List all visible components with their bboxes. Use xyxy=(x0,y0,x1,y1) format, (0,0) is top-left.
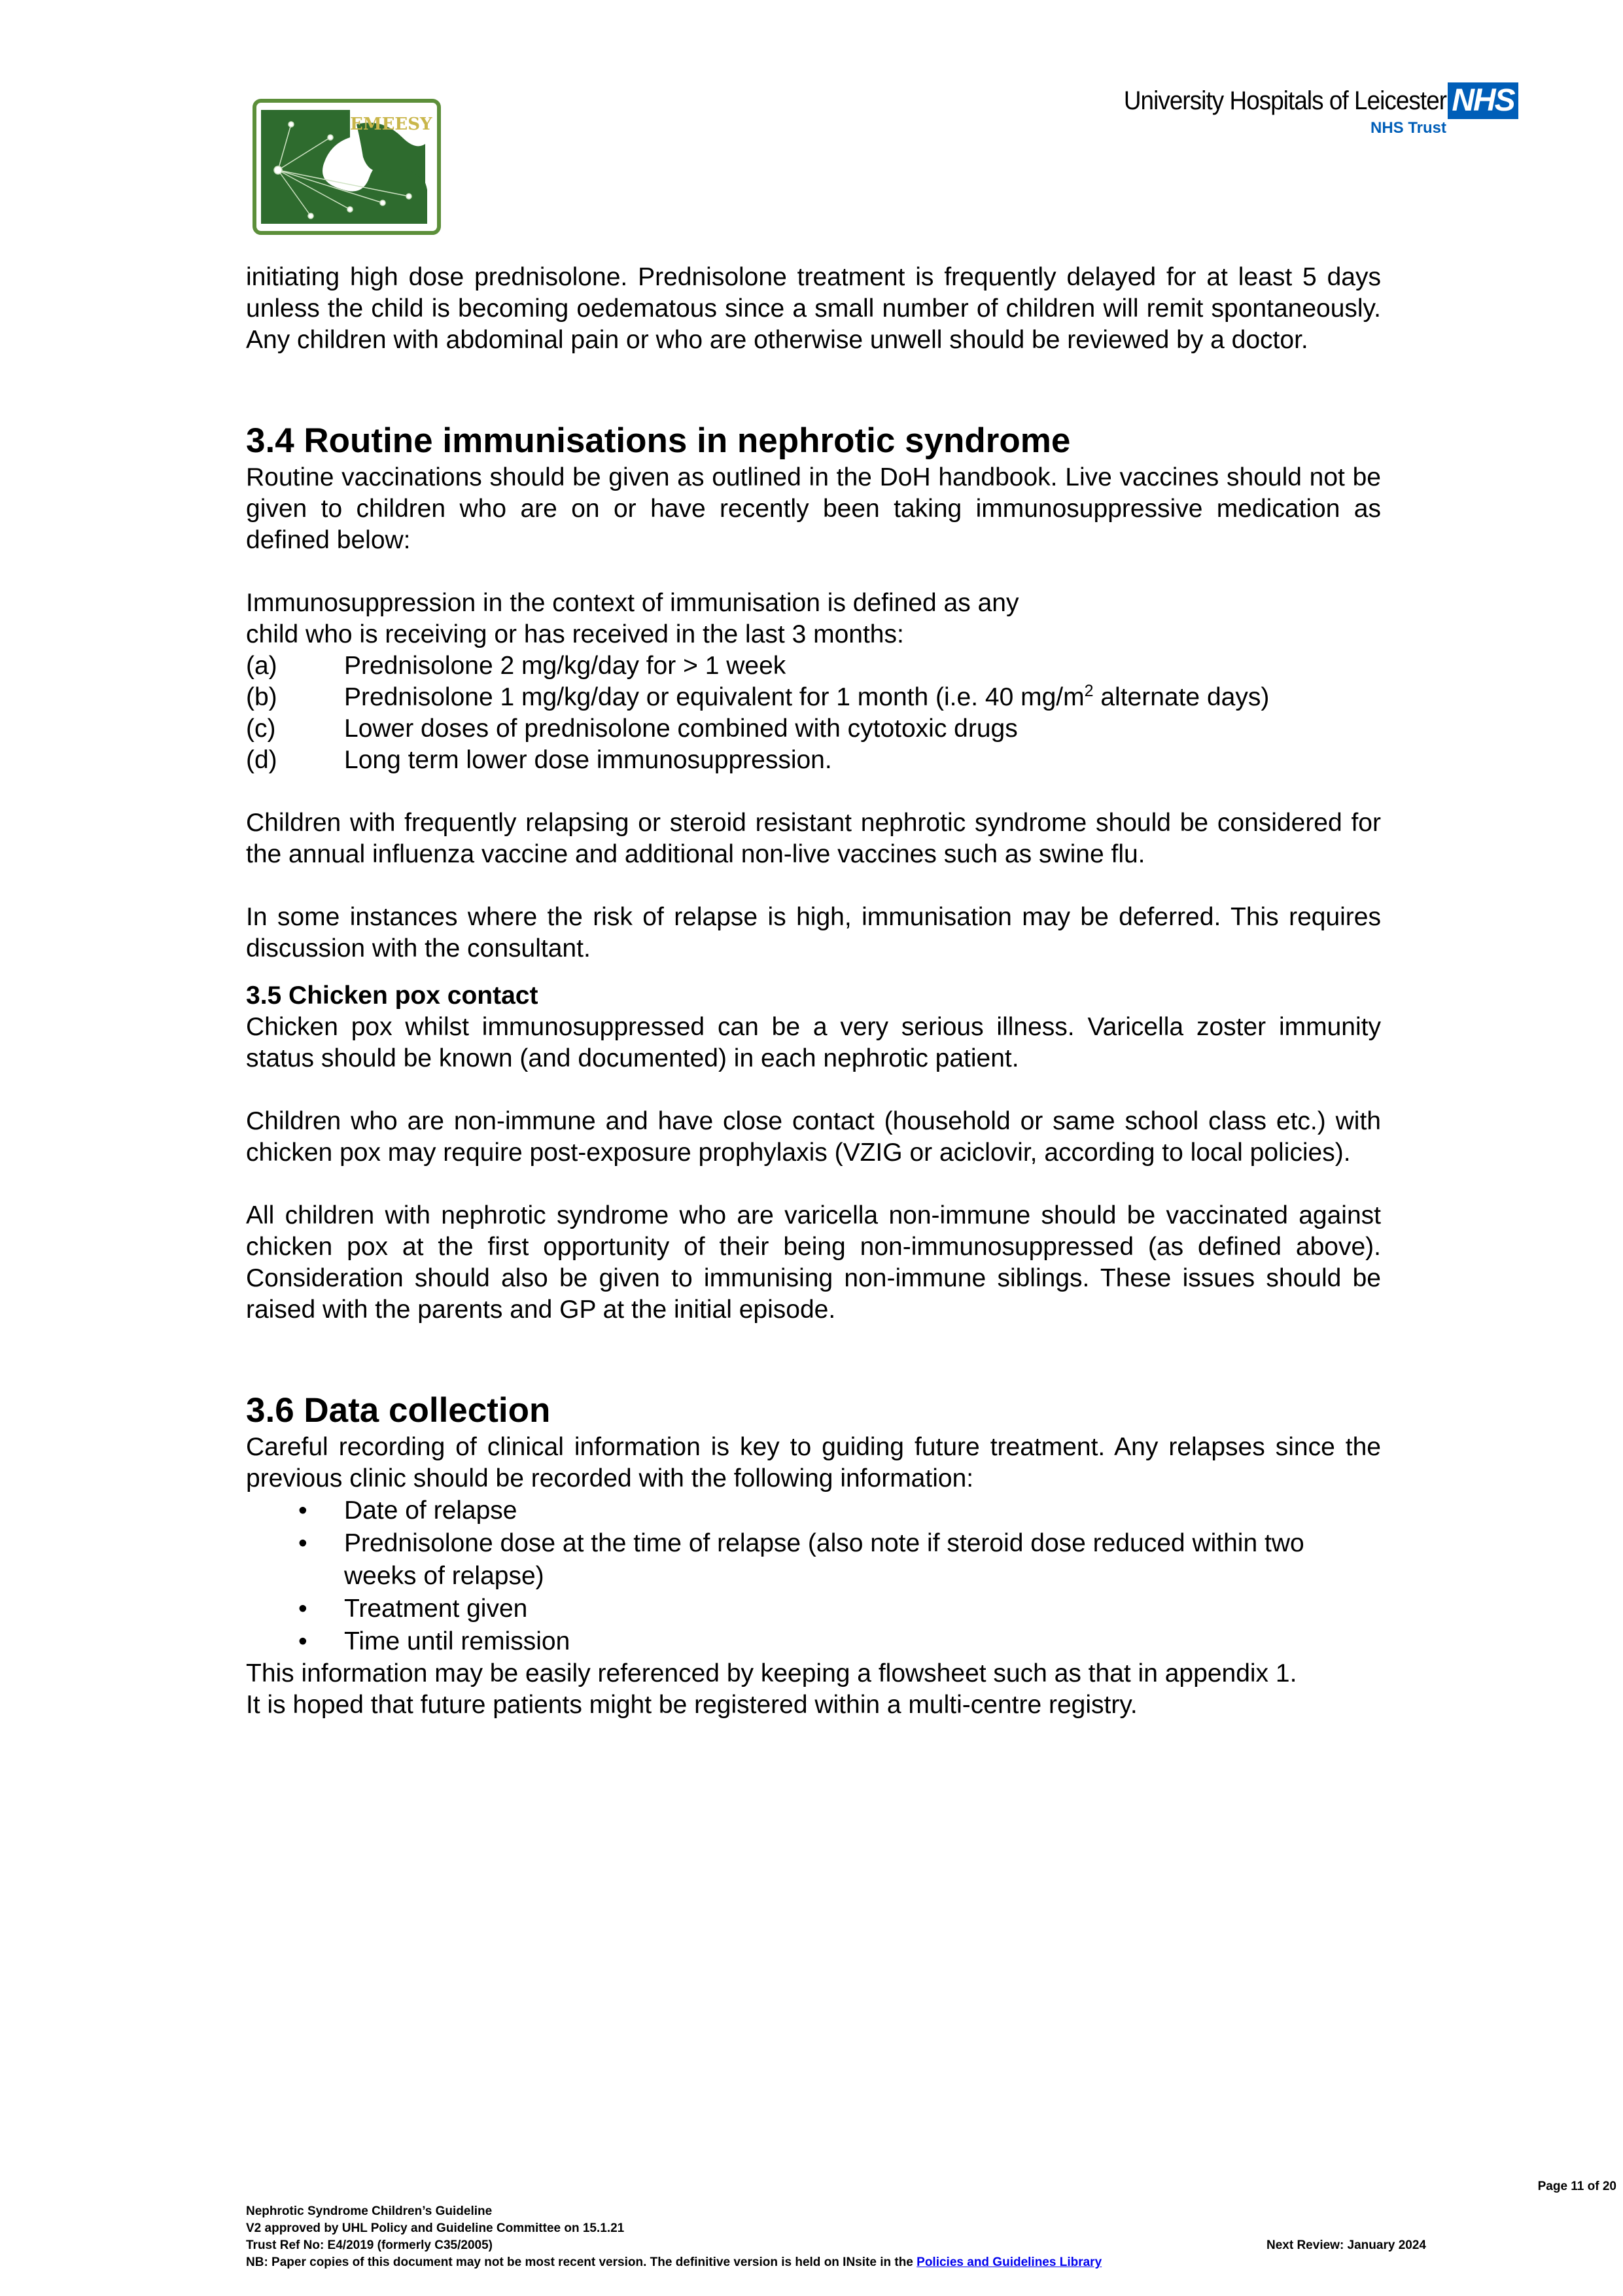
bullet-icon: • xyxy=(298,1595,307,1623)
nhs-trust-header xyxy=(1021,81,1518,147)
s35-paragraph-1: Chicken pox whilst immunosuppressed can be a very serious illness. Varicella zoster immunity status should be known (and documented) in each nephrotic patient. xyxy=(246,1013,1381,1072)
list-item xyxy=(246,1625,1381,1658)
nhs-logo-badge: NHS xyxy=(1448,82,1518,119)
list-item xyxy=(246,1593,1381,1625)
s34-paragraph-2: Children with frequently relapsing or steroid resistant nephrotic syndrome should be considered for the annual influenza vaccine and additional non-live vaccines such as swine flu. xyxy=(246,809,1381,868)
trust-name: University Hospitals of Leicester xyxy=(1123,86,1446,115)
policies-library-link[interactable]: Policies and Guidelines Library xyxy=(916,2255,1102,2269)
definition-item-d xyxy=(246,745,1381,776)
item-label: (a) xyxy=(246,652,277,680)
footer-line-1: Nephrotic Syndrome Children’s Guideline xyxy=(246,2204,493,2218)
item-text-part: alternate days) xyxy=(1093,683,1270,711)
section-3-6-heading: 3.6 Data collection xyxy=(246,1391,551,1430)
list-item xyxy=(246,1494,1381,1527)
emeesy-logo-graphic xyxy=(252,98,442,236)
item-text: Lower doses of prednisolone combined with cytotoxic drugs xyxy=(344,715,1018,743)
item-text: Prednisolone 2 mg/kg/day for > 1 week xyxy=(344,652,786,680)
trust-ref: Trust Ref No: E4/2019 (formerly C35/2005) xyxy=(246,2238,493,2252)
document-footer xyxy=(246,2203,1463,2271)
intro-paragraph: initiating high dose prednisolone. Prednisolone treatment is frequently delayed for at least 5 days unless the child is becoming oedematous since a small number of children will remit spontaneously. Any children with abdominal pain or who are otherwise unwell should be reviewed by a doctor. xyxy=(246,263,1381,354)
item-text xyxy=(344,682,1269,713)
footer-disclaimer: NB: Paper copies of this document may not be most recent version. The definitive version is held on INsite in the xyxy=(246,2255,917,2269)
section-3-5-heading: 3.5 Chicken pox contact xyxy=(246,981,538,1010)
list-item-text: Prednisolone dose at the time of relapse (also note if steroid dose reduced within two weeks of relapse) xyxy=(344,1529,1304,1590)
item-text: Long term lower dose immunosuppression. xyxy=(344,746,832,774)
s35-paragraph-3: All children with nephrotic syndrome who are varicella non-immune should be vaccinated against chicken pox at the first opportunity of their being non-immunosuppressed (as defined above). Consideration should also be given to immunising non-immune siblings. These issues should be raised with the parents and GP at the initial episode. xyxy=(246,1201,1381,1324)
bullet-icon: • xyxy=(298,1496,307,1525)
bullet-icon: • xyxy=(298,1627,307,1655)
next-review: Next Review: January 2024 xyxy=(1266,2238,1426,2252)
footer-line-4 xyxy=(246,2254,1463,2271)
superscript: 2 xyxy=(1084,682,1094,700)
document-body xyxy=(246,262,1381,1721)
s36-paragraph-1: Careful recording of clinical information is key to guiding future treatment. Any relapses since the previous clinic should be recorded with the following information: xyxy=(246,1433,1381,1492)
definition-item-a xyxy=(246,650,1381,682)
s36-paragraph-2-line-2: It is hoped that future patients might be registered within a multi-centre registry. xyxy=(246,1691,1138,1719)
item-label: (b) xyxy=(246,683,277,711)
definition-item-b xyxy=(246,682,1381,713)
item-label: (c) xyxy=(246,715,276,743)
emeesy-logo-text: EMEESY xyxy=(350,115,432,134)
list-item-text: Treatment given xyxy=(344,1595,528,1623)
list-item xyxy=(246,1527,1381,1593)
s34-paragraph-3: In some instances where the risk of relapse is high, immunisation may be deferred. This requires discussion with the consultant. xyxy=(246,903,1381,963)
definition-item-c xyxy=(246,713,1381,745)
page-number: Page 11 of 20 xyxy=(1537,2180,1616,2193)
footer-line-2: V2 approved by UHL Policy and Guideline Committee on 15.1.21 xyxy=(246,2221,625,2235)
s34-definition-line-2: child who is receiving or has received in the last 3 months: xyxy=(246,620,904,648)
s34-paragraph-1: Routine vaccinations should be given as outlined in the DoH handbook. Live vaccines should not be given to children who are on or have recently been taking immunosuppressive medication as defined below: xyxy=(246,463,1381,554)
bullet-icon: • xyxy=(298,1529,307,1557)
footer-line-3 xyxy=(246,2237,1463,2254)
trust-suffix: NHS Trust xyxy=(1370,119,1446,137)
s36-paragraph-2-line-1: This information may be easily referenced by keeping a flowsheet such as that in appendix 1. xyxy=(246,1659,1297,1687)
section-3-4-heading: 3.4 Routine immunisations in nephrotic syndrome xyxy=(246,421,1071,460)
s34-definition-line-1: Immunosuppression in the context of immunisation is defined as any xyxy=(246,589,1019,617)
emeesy-logo xyxy=(252,98,442,236)
item-label: (d) xyxy=(246,746,277,774)
s35-paragraph-2: Children who are non-immune and have close contact (household or same school class etc.) with chicken pox may require post-exposure prophylaxis (VZIG or aciclovir, according to local policies). xyxy=(246,1107,1381,1167)
list-item-text: Date of relapse xyxy=(344,1496,517,1525)
list-item-text: Time until remission xyxy=(344,1627,570,1655)
item-text-part: Prednisolone 1 mg/kg/day or equivalent for 1 month (i.e. 40 mg/m xyxy=(344,683,1085,711)
